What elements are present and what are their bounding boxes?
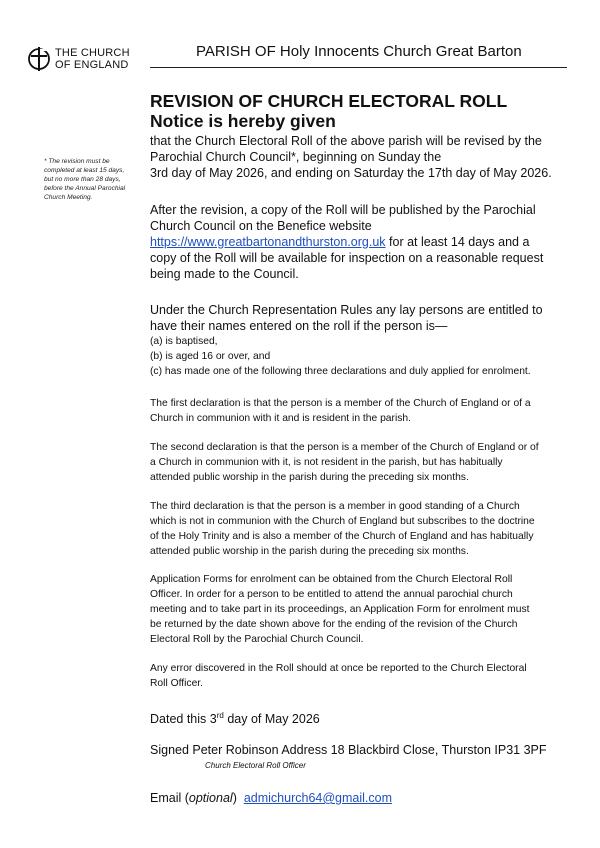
declaration-line: attended public worship in the parish during the preceding six months. xyxy=(150,546,469,557)
signed-line: Signed Peter Robinson Address 18 Blackbird Close, Thurston IP31 3PF xyxy=(150,743,547,757)
parish-title: PARISH OF Holy Innocents Church Great Barton xyxy=(196,43,522,60)
eligibility-item: (a) is baptised, xyxy=(150,336,218,347)
revision-line: Church Council on the Benefice website xyxy=(150,219,372,233)
rules-line: have their names entered on the roll if the person is— xyxy=(150,319,448,333)
revision-line: copy of the Roll will be available for inspection on a reasonable request xyxy=(150,251,544,265)
eligibility-list xyxy=(150,334,570,379)
dated-suffix: day of May 2026 xyxy=(223,712,320,727)
email-label-close: ) xyxy=(232,791,237,805)
eligibility-item: (b) is aged 16 or over, and xyxy=(150,351,271,362)
dated-ordinal: rd xyxy=(216,711,224,720)
declaration-line: Church in communion with it and is resident in the parish. xyxy=(150,413,411,424)
header-divider xyxy=(150,67,567,68)
dated-line xyxy=(150,708,570,727)
revision-line xyxy=(150,234,570,250)
revision-sidenote: * The revision must be completed at least 15 days, but no more than 28 days, before the Annual Parochial Church Meeting. xyxy=(44,158,126,201)
email-label: Email ( xyxy=(150,791,189,805)
rules-line: Under the Church Representation Rules any lay persons are entitled to xyxy=(150,303,543,317)
first-declaration xyxy=(150,396,570,426)
application-forms-paragraph xyxy=(150,572,570,647)
intro-line: that the Church Electoral Roll of the above parish will be revised by the xyxy=(150,134,542,148)
error-line: Any error discovered in the Roll should at once be reported to the Church Electoral xyxy=(150,663,527,674)
revision-paragraph xyxy=(150,202,570,282)
declaration-line: The second declaration is that the person is a member of the Church of England or of xyxy=(150,442,539,453)
declaration-line: attended public worship in the parish during the preceding six months. xyxy=(150,472,469,483)
error-line: Roll Officer. xyxy=(150,678,204,689)
declaration-line: a Church in communion with it, is not resident in the parish, but has habitually xyxy=(150,457,503,468)
forms-line: meeting and to take part in its proceedings, an Application Form for enrolment must xyxy=(150,604,530,615)
forms-line: Officer. In order for a person to be entitled to attend the annual parochial church xyxy=(150,589,513,600)
third-declaration xyxy=(150,499,570,559)
email-link[interactable]: admichurch64@gmail.com xyxy=(243,791,392,805)
email-optional: optional xyxy=(188,791,233,805)
rules-paragraph xyxy=(150,302,570,334)
notice-heading: Notice is hereby given xyxy=(150,111,336,131)
declaration-line: which is not in communion with the Church of England but subscribes to the doctrine xyxy=(150,516,535,527)
church-logo-icon xyxy=(28,46,50,72)
revision-line: being made to the Council. xyxy=(150,267,299,281)
church-of-england-logo xyxy=(28,46,148,74)
logo-line-2: OF ENGLAND xyxy=(55,59,129,71)
declaration-line: The third declaration is that the person is a member in good standing of a Church xyxy=(150,501,520,512)
forms-line: Application Forms for enrolment can be obtained from the Church Electoral Roll xyxy=(150,574,513,585)
declaration-line: The first declaration is that the person is a member of the Church of England or of a xyxy=(150,398,531,409)
email-line xyxy=(150,790,570,806)
forms-line: Electoral Roll by the Parochial Church Council. xyxy=(150,634,364,645)
forms-line: be returned by the date shown above for the ending of the revision of the Church xyxy=(150,619,518,630)
revision-line: After the revision, a copy of the Roll will be published by the Parochial xyxy=(150,203,536,217)
benefice-website-link[interactable]: https://www.greatbartonandthurston.org.uk xyxy=(150,235,386,249)
second-declaration xyxy=(150,440,570,485)
dated-prefix: Dated this 3 xyxy=(150,712,217,727)
page-title: REVISION OF CHURCH ELECTORAL ROLL xyxy=(150,91,508,111)
eligibility-item: (c) has made one of the following three declarations and duly applied for enrolment. xyxy=(150,366,531,377)
officer-label: Church Electoral Roll Officer xyxy=(205,761,306,770)
intro-line: Parochial Church Council*, beginning on Sunday the xyxy=(150,150,442,164)
intro-paragraph xyxy=(150,133,570,181)
declaration-line: of the Holy Trinity and is also a member of the Church of England and has habitually xyxy=(150,531,534,542)
logo-line-1: THE CHURCH xyxy=(55,47,130,59)
revision-line-rest: for at least 14 days and a xyxy=(385,235,530,249)
intro-line: 3rd day of May 2026, and ending on Saturday the 17th day of May 2026. xyxy=(150,166,552,180)
error-paragraph xyxy=(150,661,570,691)
